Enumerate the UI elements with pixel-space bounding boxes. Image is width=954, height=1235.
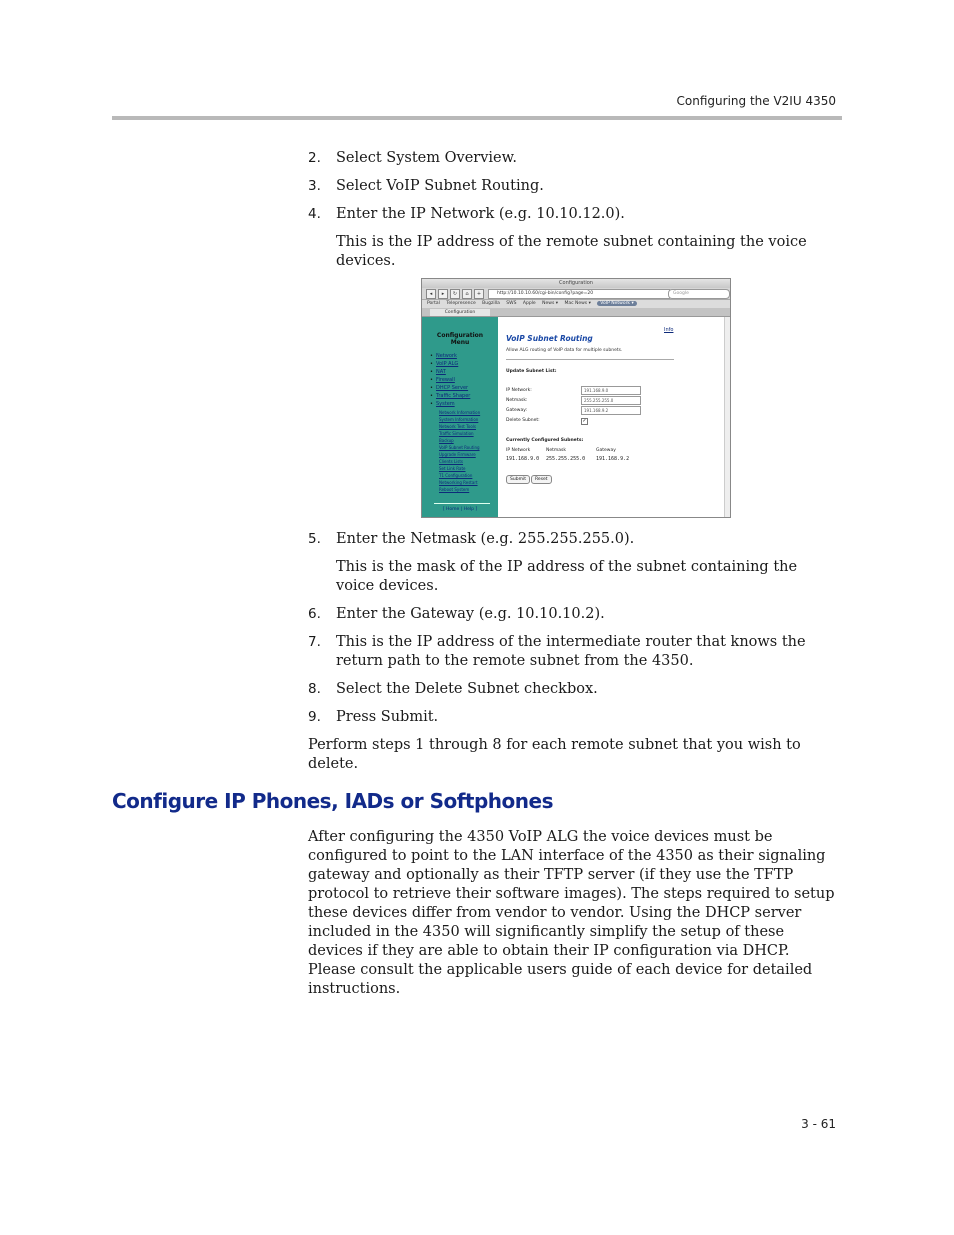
sub-item-set-link-rate[interactable]: Set Link Rate xyxy=(439,466,466,471)
bookmark-item[interactable]: Telepresence xyxy=(446,301,476,306)
table-header-netmask: Netmask xyxy=(546,448,566,453)
sub-item-t1-configuration[interactable]: T1 Configuration xyxy=(439,473,473,478)
menu-item-label: Traffic Shaper xyxy=(436,393,471,399)
table-cell-netmask: 255.255.255.0 xyxy=(546,456,586,462)
sub-item-network-test-tools[interactable]: Network Test Tools xyxy=(439,424,476,429)
header-rule xyxy=(112,116,842,120)
netmask-label: Netmask: xyxy=(506,398,528,403)
content-scrollbar[interactable] xyxy=(724,317,731,517)
page-number: 3 - 61 xyxy=(801,1117,836,1131)
step-number: 2. xyxy=(308,150,321,166)
config-content-pane xyxy=(498,317,724,517)
table-cell-ip-network: 191.168.9.0 xyxy=(506,456,540,462)
bookmark-item[interactable]: Apple xyxy=(522,301,536,306)
delete-subnet-label: Delete Subnet: xyxy=(506,418,540,423)
table-cell-gateway: 191.168.9.2 xyxy=(596,456,630,462)
step-number: 6. xyxy=(308,606,321,622)
menu-item-voip-alg[interactable]: • VoIP ALG xyxy=(430,361,459,367)
home-icon[interactable]: ⌂ xyxy=(462,289,472,299)
url-field[interactable]: http://10.10.10.60/cgi-bin/config?page=20 xyxy=(488,289,670,299)
sub-item-voip-subnet-routing[interactable]: VoIP Subnet Routing xyxy=(439,445,480,450)
step-text: Enter the IP Network (e.g. 10.10.12.0). xyxy=(336,206,625,222)
sub-item-network-information[interactable]: Network Information xyxy=(439,410,481,415)
menu-item-system[interactable]: • System xyxy=(430,401,455,407)
back-icon[interactable]: ◂ xyxy=(426,289,436,299)
step-text: This is the IP address of the intermediate router that knows the return path to the remote subnet from the 4350. xyxy=(336,634,806,669)
config-menu-sidebar xyxy=(422,317,498,517)
sub-item-backup[interactable]: Backup xyxy=(439,438,454,443)
ip-network-label: IP Network: xyxy=(506,388,532,393)
menu-item-label: DHCP Server xyxy=(436,385,469,391)
browser-screenshot-figure xyxy=(421,278,731,518)
note-netmask: This is the mask of the IP address of the subnet containing the voice devices. xyxy=(336,559,798,594)
step-text: Enter the Gateway (e.g. 10.10.10.2). xyxy=(336,606,605,622)
step-number: 8. xyxy=(308,681,321,697)
sub-item-traffic-simulation[interactable]: Traffic Simulation xyxy=(439,431,474,436)
gateway-label: Gateway: xyxy=(506,408,528,413)
step-number: 7. xyxy=(308,634,321,650)
section-heading: Configure IP Phones, IADs or Softphones xyxy=(112,789,553,813)
page-title: VoIP Subnet Routing xyxy=(506,334,593,343)
gateway-input[interactable]: 191.168.9.2 xyxy=(581,406,641,415)
current-subnets-heading: Currently Configured Subnets: xyxy=(506,438,584,443)
step-number: 9. xyxy=(308,709,321,725)
add-bookmark-icon[interactable]: + xyxy=(474,289,484,299)
menu-item-network[interactable]: • Network xyxy=(430,353,457,359)
tab-bar xyxy=(422,308,730,317)
bookmark-item-active[interactable]: VoIP Network ▾ xyxy=(597,301,636,306)
forward-icon[interactable]: ▸ xyxy=(438,289,448,299)
sub-item-system-information[interactable]: System Information xyxy=(439,417,479,422)
menu-item-label: Firewall xyxy=(436,377,455,383)
ip-network-input[interactable]: 191.168.9.0 xyxy=(581,386,641,395)
bookmark-item[interactable]: Bugzilla xyxy=(482,301,500,306)
reset-button[interactable]: Reset xyxy=(531,475,552,484)
step-number: 3. xyxy=(308,178,321,194)
menu-item-traffic-shaper[interactable]: • Traffic Shaper xyxy=(430,393,471,399)
bookmark-item[interactable]: Portal xyxy=(427,301,440,306)
step-text: Select System Overview. xyxy=(336,150,517,166)
bookmark-item[interactable]: Mac News ▾ xyxy=(564,301,591,306)
netmask-input[interactable]: 255.255.255.0 xyxy=(581,396,641,405)
reload-icon[interactable]: ↻ xyxy=(450,289,460,299)
note-ip-network: This is the IP address of the remote subnet containing the voice devices. xyxy=(336,234,807,269)
menu-item-label: System xyxy=(436,401,455,407)
browser-toolbar xyxy=(422,288,730,300)
bookmark-item[interactable]: News ▾ xyxy=(542,301,558,306)
menu-item-label: Network xyxy=(436,353,457,359)
tab-configuration[interactable]: Configuration xyxy=(430,309,490,316)
page-description: Allow ALG routing of VoIP data for multiple subnets. xyxy=(506,348,623,353)
menu-item-nat[interactable]: • NAT xyxy=(430,369,446,375)
perform-steps-note: Perform steps 1 through 8 for each remote subnet that you wish to delete. xyxy=(308,737,801,772)
submit-button[interactable]: Submit xyxy=(506,475,530,484)
table-header-gateway: Gateway xyxy=(596,448,616,453)
menu-title xyxy=(422,332,498,346)
sub-item-reboot-system[interactable]: Reboot System xyxy=(439,487,470,492)
section-body: After configuring the 4350 VoIP ALG the voice devices must be configured to point to the LAN interface of the 4350 as their signaling gateway and optionally as their TFTP server (if they use the TFTP protocol to retrieve their software images). The steps required to setup these devices differ from vendor to vendor. Using the DHCP server included in the 4350 will significantly simplify the setup of these devices if they are able to obtain their IP configuration via DHCP. Please consult the applicable users guide of each device for detailed instructions. xyxy=(308,829,835,997)
window-title: Configuration xyxy=(422,279,730,288)
step-text: Press Submit. xyxy=(336,709,439,725)
menu-item-firewall[interactable]: • Firewall xyxy=(430,377,455,383)
info-link[interactable]: Info xyxy=(664,327,674,333)
menu-item-dhcp-server[interactable]: • DHCP Server xyxy=(430,385,469,391)
step-text: Enter the Netmask (e.g. 255.255.255.0). xyxy=(336,531,635,547)
menu-item-label: NAT xyxy=(436,369,446,375)
step-number: 4. xyxy=(308,206,321,222)
step-number: 5. xyxy=(308,531,321,547)
sub-item-upgrade-firmware[interactable]: Upgrade Firmware xyxy=(439,452,476,457)
search-field[interactable]: Google xyxy=(668,289,730,299)
table-header-ip-network: IP Network xyxy=(506,448,531,453)
step-text: Select VoIP Subnet Routing. xyxy=(336,178,544,194)
bookmark-item[interactable]: SWS xyxy=(506,301,517,306)
sidebar-divider xyxy=(434,503,490,504)
step-text: Select the Delete Subnet checkbox. xyxy=(336,681,598,697)
running-header: Configuring the V2IU 4350 xyxy=(676,94,836,108)
sidebar-footer-links[interactable]: [ Home | Help ] xyxy=(442,507,478,512)
menu-title-line: Menu xyxy=(450,339,470,346)
bookmarks-bar xyxy=(422,300,730,308)
content-divider xyxy=(506,359,674,360)
sub-item-clients-lists[interactable]: Clients Lists xyxy=(439,459,464,464)
update-subnet-heading: Update Subnet List: xyxy=(506,369,557,374)
sub-item-networking-restart[interactable]: Networking Restart xyxy=(439,480,478,485)
menu-item-label: VoIP ALG xyxy=(436,361,459,367)
delete-subnet-checkbox[interactable]: ✓ xyxy=(582,418,587,424)
menu-title-line: Configuration xyxy=(436,332,484,339)
